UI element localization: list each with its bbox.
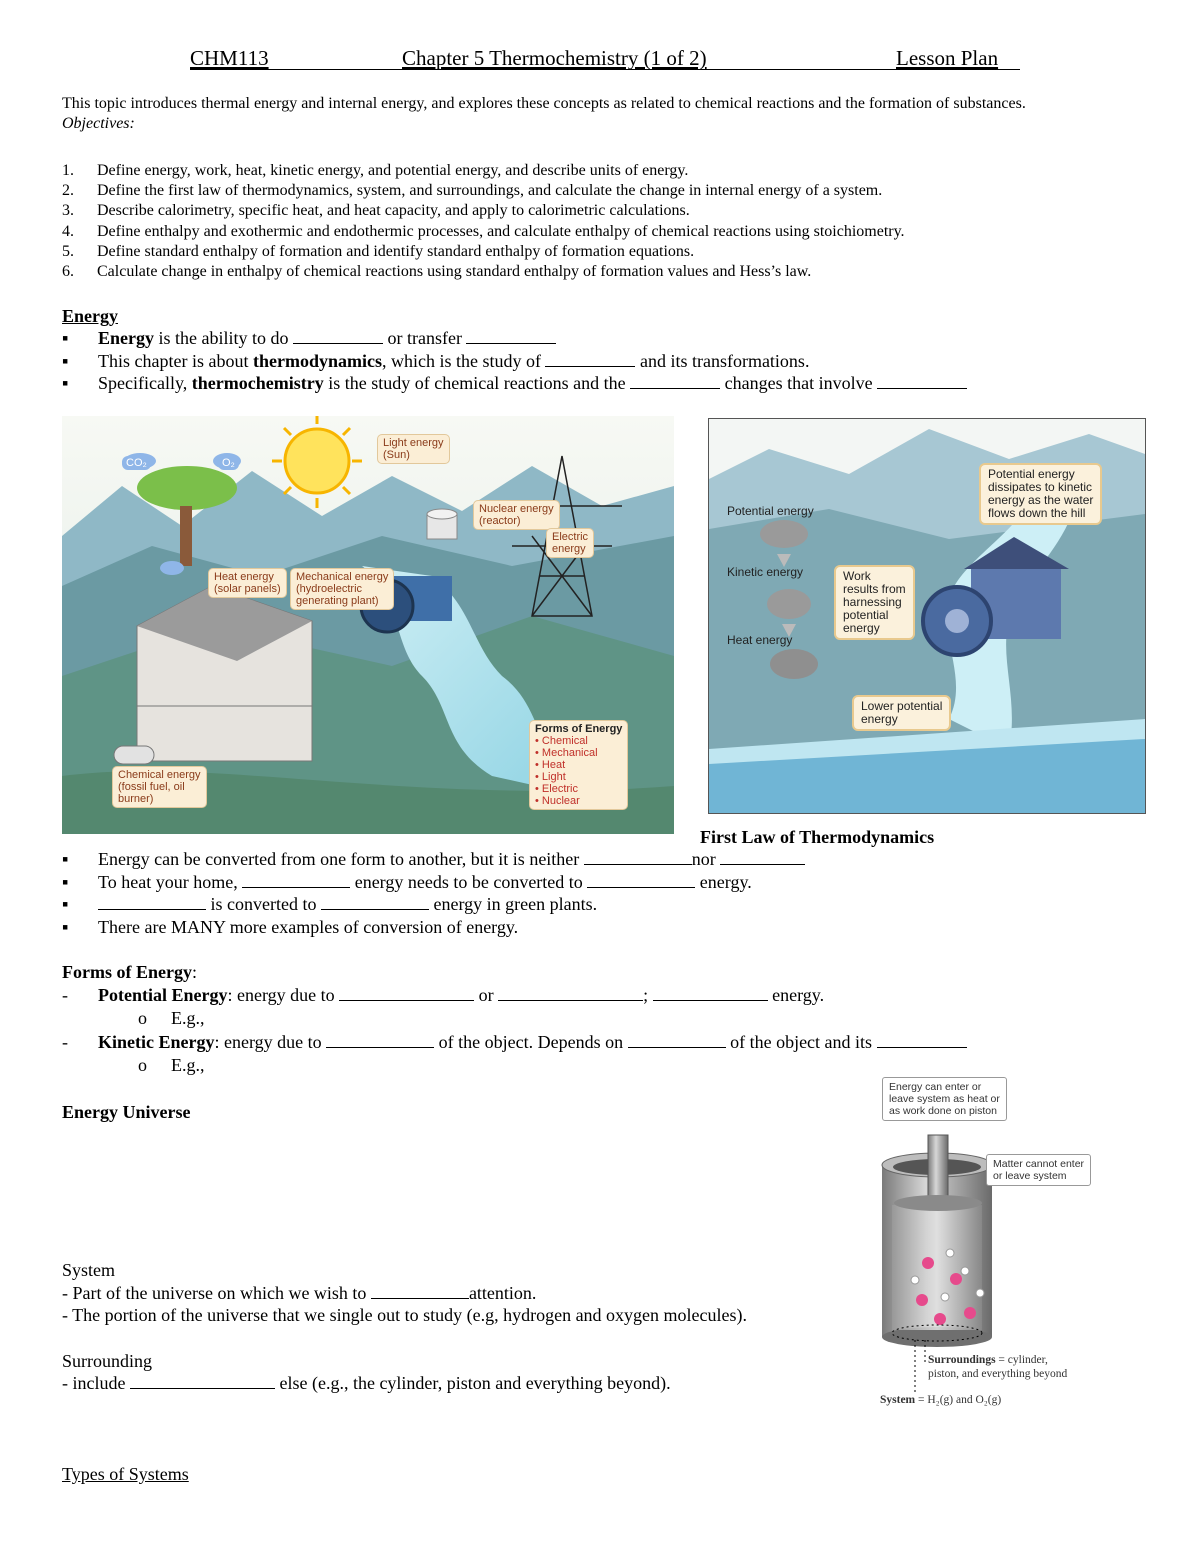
first-law-heading: First Law of Thermodynamics bbox=[700, 827, 935, 847]
energy-heading: Energy bbox=[62, 306, 118, 326]
blank-line bbox=[720, 848, 805, 865]
kinetic-energy-label: Kinetic energy bbox=[727, 565, 804, 579]
potential-example: o E.g., bbox=[138, 1008, 205, 1028]
dash-icon: - bbox=[62, 1032, 68, 1052]
bullet-icon: ▪ bbox=[62, 894, 69, 914]
energy-bullet-1: ▪ Energy is the ability to do or transfer bbox=[62, 327, 1062, 350]
blank-line bbox=[630, 372, 720, 389]
kinetic-energy-line: - Kinetic Energy: energy due to of the object. Depends on of the object and its bbox=[62, 1031, 967, 1053]
kinetic-example: o E.g., bbox=[138, 1055, 205, 1075]
document-type: Lesson Plan bbox=[896, 46, 999, 70]
bullet-icon: ▪ bbox=[62, 871, 69, 892]
blank-line bbox=[653, 984, 768, 1001]
heat-energy-label: Heat energy (solar panels) bbox=[208, 568, 287, 598]
surrounding-title: Surrounding bbox=[62, 1351, 152, 1371]
matter-note: Matter cannot enter or leave system bbox=[986, 1154, 1091, 1186]
course-code: CHM113 bbox=[190, 46, 269, 70]
objective-item: 6. Calculate change in enthalpy of chemical reactions using standard enthalpy of formation values and Hess’s law. bbox=[62, 263, 812, 281]
potential-kinetic-figure bbox=[708, 418, 1146, 814]
first-law-bullets bbox=[62, 848, 1062, 938]
lower-potential-label: Lower potential energy bbox=[852, 695, 951, 731]
first-law-bullet-2: ▪ To heat your home, energy needs to be converted to energy. bbox=[62, 871, 752, 892]
energy-bullets bbox=[62, 327, 1062, 395]
blank-line bbox=[877, 1031, 967, 1048]
blank-line bbox=[98, 893, 206, 910]
energy-bullet-2: ▪ This chapter is about thermodynamics, which is the study of and its transformations. bbox=[62, 350, 810, 371]
system-line-2: - The portion of the universe that we single out to study (e.g, hydrogen and oxygen molecules). bbox=[62, 1305, 748, 1325]
blank-line bbox=[339, 984, 474, 1001]
bullet-icon: ▪ bbox=[62, 373, 69, 393]
bullet-icon: ▪ bbox=[62, 849, 69, 869]
o2-label: O₂ bbox=[218, 456, 239, 470]
system-caption: System = H₂(g) and O₂(g) bbox=[880, 1394, 1002, 1406]
blank-line bbox=[628, 1031, 726, 1048]
potential-energy-line: - Potential Energy: energy due to or ; energy. bbox=[62, 985, 825, 1005]
chemical-energy-label: Chemical energy (fossil fuel, oil burner) bbox=[112, 766, 207, 808]
blank-line bbox=[293, 327, 383, 344]
surroundings-caption: Surroundings = cylinder, piston, and everything beyond bbox=[928, 1354, 1068, 1380]
potential-energy-label: Potential energy bbox=[727, 504, 814, 518]
intro-text: This topic introduces thermal energy and internal energy, and explores these concepts as related to chemical reactions and the formation of substances. bbox=[62, 95, 1026, 112]
objective-item: 2. Define the first law of thermodynamics, system, and surroundings, and calculate the change in internal energy of a system. bbox=[62, 182, 883, 200]
objective-item: 1. Define energy, work, heat, kinetic energy, and potential energy, and describe units of energy. bbox=[62, 162, 689, 179]
blank-line bbox=[877, 372, 967, 389]
dissipates-label: Potential energy dissipates to kinetic energy as the water flows down the hill bbox=[979, 463, 1102, 525]
blank-line bbox=[326, 1031, 434, 1048]
forms-box-title: Forms of Energy bbox=[535, 723, 623, 735]
header-underline bbox=[190, 69, 1020, 70]
first-law-bullet-4: ▪ There are MANY more examples of conversion of energy. bbox=[62, 916, 519, 937]
forms-heading: Forms of Energy: bbox=[62, 962, 197, 982]
blank-line bbox=[321, 893, 429, 910]
blank-line bbox=[584, 848, 692, 865]
objectives-list bbox=[62, 161, 905, 282]
objectives-label: Objectives: bbox=[62, 115, 135, 132]
nuclear-energy-label: Nuclear energy (reactor) bbox=[473, 500, 560, 530]
sub-bullet-icon: o bbox=[138, 1008, 147, 1028]
energy-universe-heading: Energy Universe bbox=[62, 1102, 191, 1122]
dash-icon: - bbox=[62, 985, 68, 1005]
types-of-systems-heading: Types of Systems bbox=[62, 1464, 189, 1484]
work-label: Work results from harnessing potential energy bbox=[834, 565, 915, 640]
surrounding-line: - include else (e.g., the cylinder, piston and everything beyond). bbox=[62, 1373, 671, 1393]
mechanical-energy-label: Mechanical energy (hydroelectric generating plant) bbox=[290, 568, 394, 610]
chapter-title: Chapter 5 Thermochemistry (1 of 2) bbox=[402, 46, 707, 70]
system-title: System bbox=[62, 1260, 116, 1280]
objective-item: 4. Define enthalpy and exothermic and endothermic processes, and calculate enthalpy of chemical reactions using stoichiometry. bbox=[62, 222, 905, 240]
electric-energy-label: Electric energy bbox=[546, 528, 594, 558]
heat-energy-label: Heat energy bbox=[727, 633, 793, 647]
blank-line bbox=[587, 871, 695, 888]
energy-transfer-note: Energy can enter or leave system as heat or as work done on piston bbox=[882, 1077, 1007, 1121]
objective-item: 5. Define standard enthalpy of formation and identify standard enthalpy of formation equations. bbox=[62, 242, 695, 260]
blank-line bbox=[371, 1282, 469, 1299]
forms-of-energy-figure bbox=[62, 416, 674, 834]
bullet-icon: ▪ bbox=[62, 916, 69, 937]
energy-bullet-3: ▪ Specifically, thermochemistry is the study of chemical reactions and the changes that involve bbox=[62, 372, 1062, 395]
light-energy-label: Light energy (Sun) bbox=[377, 434, 450, 464]
blank-line bbox=[130, 1372, 275, 1389]
forms-of-energy-box: Forms of Energy • Chemical • Mechanical • Heat • Light • Electric • Nuclear bbox=[529, 720, 628, 810]
sub-bullet-icon: o bbox=[138, 1055, 147, 1075]
objective-item: 3. Describe calorimetry, specific heat, and heat capacity, and apply to calorimetric calculations. bbox=[62, 202, 690, 220]
bullet-icon: ▪ bbox=[62, 328, 69, 348]
bullet-icon: ▪ bbox=[62, 350, 69, 371]
blank-line bbox=[466, 327, 556, 344]
first-law-bullet-3: ▪ is converted to energy in green plants. bbox=[62, 894, 598, 914]
system-cylinder-figure bbox=[870, 1075, 1120, 1415]
first-law-bullet-1: ▪ Energy can be converted from one form to another, but it is neither nor bbox=[62, 848, 1062, 871]
blank-line bbox=[498, 984, 643, 1001]
blank-line bbox=[242, 871, 350, 888]
blank-line bbox=[545, 350, 635, 367]
co2-label: CO₂ bbox=[122, 456, 151, 470]
system-line-1: - Part of the universe on which we wish to attention. bbox=[62, 1283, 537, 1303]
